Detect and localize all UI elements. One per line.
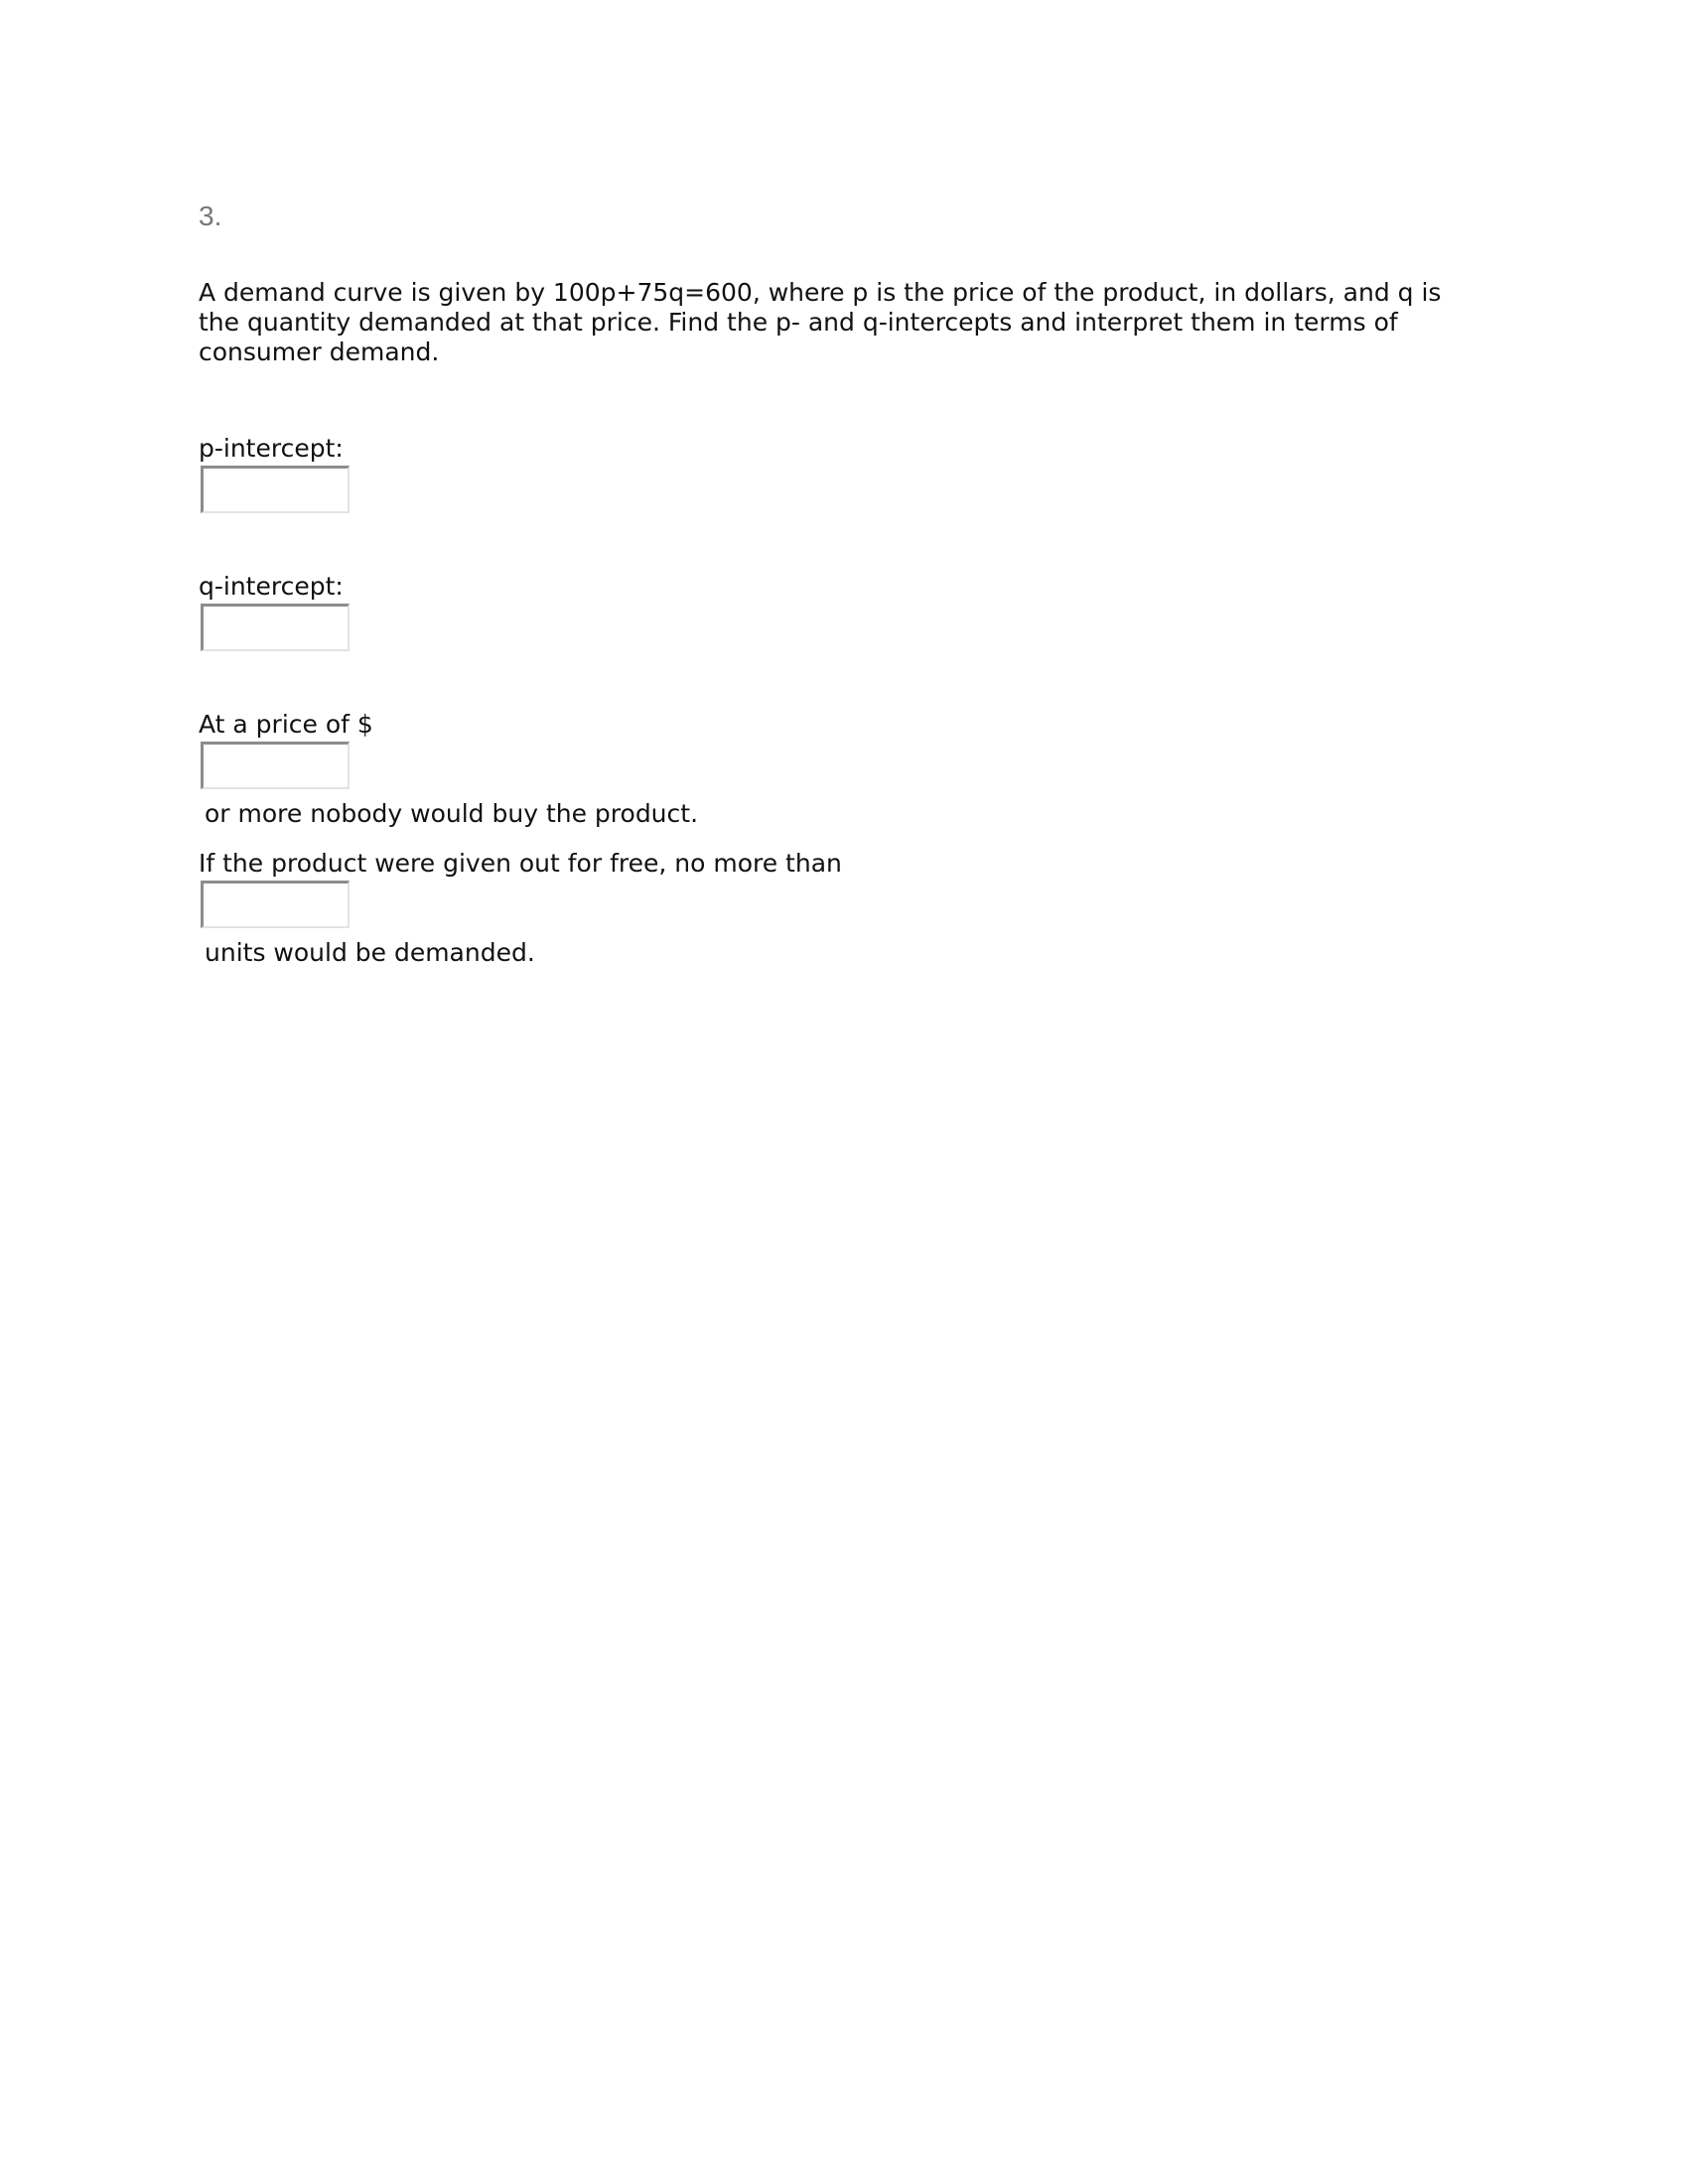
question-number: 3. (199, 201, 222, 231)
q-intercept-label: q-intercept: (199, 572, 344, 601)
q-intercept-group (199, 572, 350, 651)
p-intercept-group (199, 434, 350, 513)
question-prompt: A demand curve is given by 100p+75q=600, where p is the price of the product, in dollars, and q is the quantity demanded at that price. Find the p- and q-intercepts and interpret them in terms of consumer demand. (199, 278, 1442, 366)
units-input[interactable] (201, 881, 350, 928)
price-after-text: or more nobody would buy the product. (205, 799, 699, 828)
price-group (199, 710, 698, 829)
price-input[interactable] (201, 742, 350, 789)
p-intercept-label: p-intercept: (199, 434, 344, 463)
p-intercept-input[interactable] (201, 466, 350, 513)
units-after-text: units would be demanded. (205, 938, 535, 967)
q-intercept-input[interactable] (201, 604, 350, 651)
units-group (199, 849, 842, 968)
price-label: At a price of $ (199, 710, 373, 739)
units-label: If the product were given out for free, no more than (199, 849, 842, 878)
